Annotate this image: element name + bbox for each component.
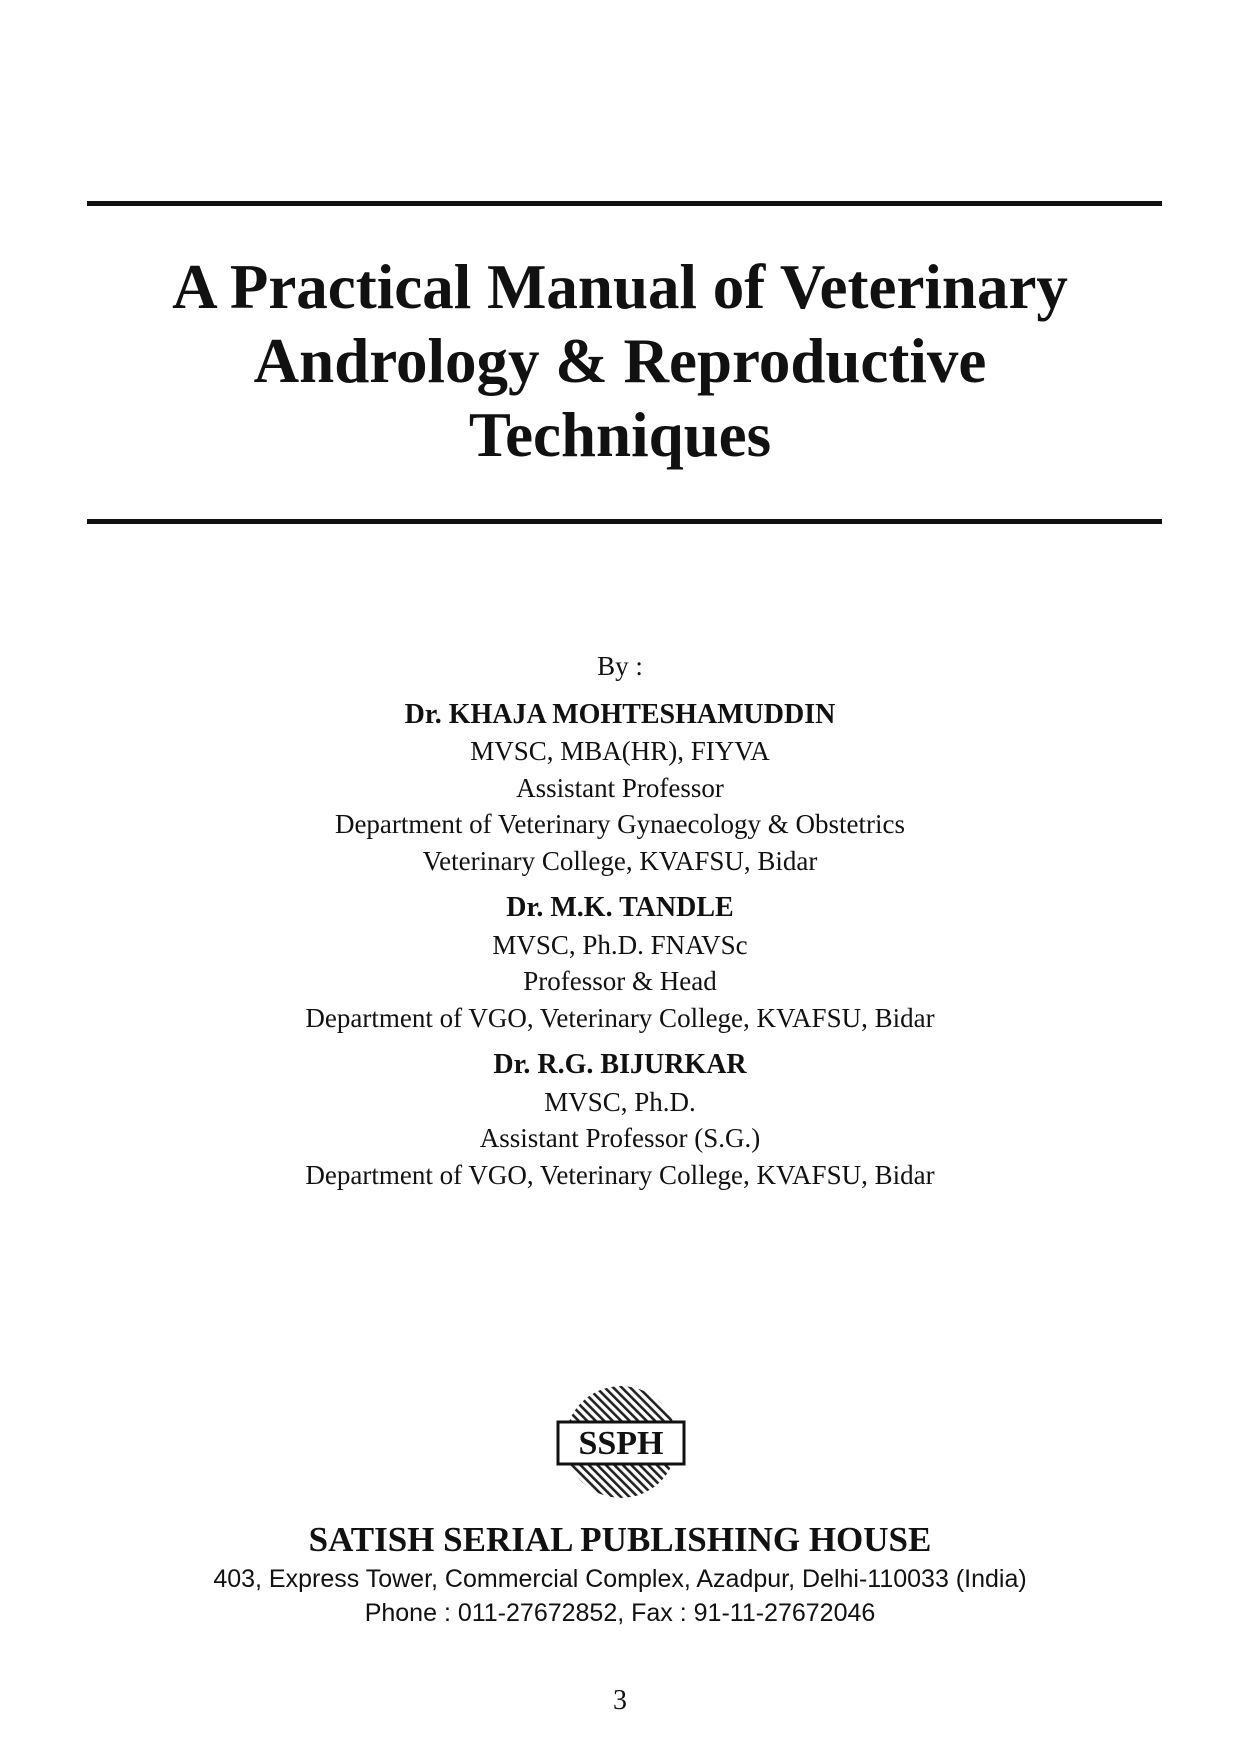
author-institution: Veterinary College, KVAFSU, Bidar xyxy=(422,845,818,876)
author-position: Assistant Professor xyxy=(516,772,724,803)
author-block xyxy=(0,1047,1240,1193)
author-department: Department of Veterinary Gynaecology & Obstetrics xyxy=(334,809,906,839)
title-line-1: A Practical Manual of Veterinary xyxy=(172,252,1068,322)
author-name: Dr. KHAJA MOHTESHAMUDDIN xyxy=(404,698,836,730)
ssph-logo-icon xyxy=(555,1382,687,1502)
publisher-logo xyxy=(555,1382,687,1502)
author-department: Department of VGO, Veterinary College, KVAFSU, Bidar xyxy=(305,1159,935,1190)
bottom-rule xyxy=(87,519,1162,524)
publisher-name: SATISH SERIAL PUBLISHING HOUSE xyxy=(308,1520,932,1559)
book-title xyxy=(0,250,1240,472)
author-block xyxy=(0,697,1240,880)
publisher-contact: Phone : 011-27672852, Fax : 91-11-27672046 xyxy=(364,1599,876,1627)
author-position: Professor & Head xyxy=(523,966,717,996)
author-department: Department of VGO, Veterinary College, KVAFSU, Bidar xyxy=(305,1002,935,1033)
author-name: Dr. R.G. BIJURKAR xyxy=(493,1049,747,1080)
top-rule xyxy=(87,201,1162,206)
logo-text: SSPH xyxy=(578,1425,664,1462)
author-qualifications: MVSC, Ph.D. xyxy=(544,1086,696,1117)
publisher-address: 403, Express Tower, Commercial Complex, Azadpur, Delhi-110033 (India) xyxy=(213,1565,1027,1593)
author-block xyxy=(0,890,1240,1036)
author-qualifications: MVSC, MBA(HR), FIYVA xyxy=(470,736,770,766)
title-line-2: Andrology & Reproductive xyxy=(253,326,987,396)
title-line-3: Techniques xyxy=(468,400,772,470)
author-name: Dr. M.K. TANDLE xyxy=(506,892,734,923)
page-number: 3 xyxy=(613,1685,627,1716)
by-label: By : xyxy=(597,651,643,681)
author-position: Assistant Professor (S.G.) xyxy=(479,1123,761,1153)
authors-section xyxy=(0,648,1240,1204)
author-qualifications: MVSC, Ph.D. FNAVSc xyxy=(492,929,748,960)
publisher-block xyxy=(0,1518,1240,1630)
